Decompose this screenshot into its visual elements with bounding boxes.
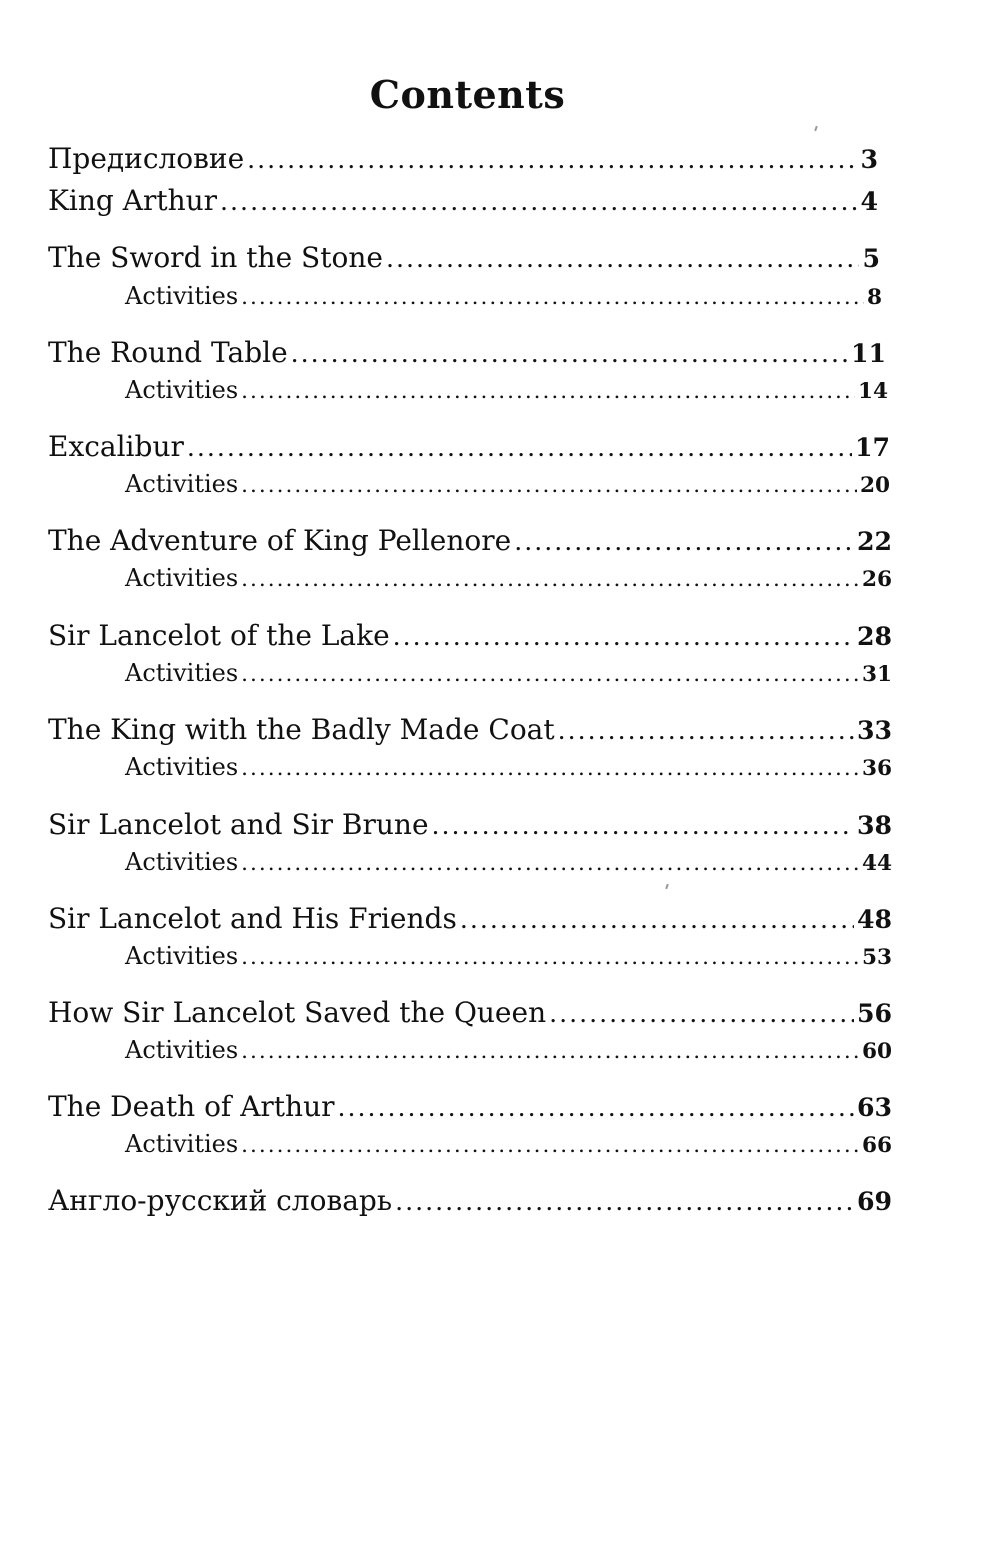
dot-leader (187, 433, 852, 462)
toc-entry-lancelot-and-brune (48, 808, 892, 848)
toc-page-number: 48 (856, 904, 892, 934)
toc-page-number: 11 (850, 338, 886, 368)
dot-leader (241, 379, 855, 404)
toc-entry-badly-made-coat (48, 713, 892, 753)
toc-entry-label: The King with the Badly Made Coat (48, 713, 555, 746)
toc-page-number: 69 (856, 1186, 892, 1216)
toc-entry-label: Предисловие (48, 142, 245, 175)
toc-entry-label: Activities (125, 942, 239, 970)
dot-leader (241, 662, 859, 687)
toc-entry-label: Excalibur (48, 430, 184, 463)
dot-leader (241, 1133, 859, 1158)
dot-leader (291, 339, 848, 368)
dot-leader (247, 145, 857, 174)
toc-page-number: 33 (856, 715, 892, 745)
toc-entry-label: Activities (125, 376, 239, 404)
dot-leader (549, 999, 854, 1028)
toc-entry-activities (125, 282, 882, 322)
dot-leader (241, 473, 857, 498)
dot-leader (395, 1187, 854, 1216)
toc-entry-activities (125, 659, 892, 699)
toc-entry-label: Activities (125, 470, 239, 498)
toc-entry-king-arthur (48, 184, 878, 224)
toc-page-number: 20 (859, 473, 890, 498)
toc-entry-label: The Round Table (48, 336, 288, 369)
print-speck (814, 126, 818, 131)
toc-entry-activities (125, 942, 892, 982)
toc-entry-sword-in-the-stone (48, 241, 880, 281)
toc-entry-saved-the-queen (48, 996, 892, 1036)
toc-entry-label: Activities (125, 1130, 239, 1158)
dot-leader (386, 244, 860, 273)
toc-page-number: 44 (861, 851, 892, 876)
toc-entry-label: The Death of Arthur (48, 1090, 335, 1123)
toc-page-number: 22 (856, 526, 892, 556)
toc-page-number: 3 (860, 144, 878, 174)
toc-entry-label: The Sword in the Stone (48, 241, 383, 274)
toc-entry-label: Sir Lancelot and Sir Brune (48, 808, 429, 841)
dot-leader (241, 1039, 859, 1064)
toc-entry-death-of-arthur (48, 1090, 892, 1130)
toc-entry-activities (125, 753, 892, 793)
toc-page-number: 26 (861, 567, 892, 592)
toc-entry-king-pellenore (48, 524, 892, 564)
page-title: Contents (369, 72, 566, 117)
toc-entry-activities (125, 848, 892, 888)
toc-page-number: 5 (862, 243, 880, 273)
toc-entry-label: King Arthur (48, 184, 218, 217)
toc-entry-dictionary (48, 1184, 892, 1224)
toc-page-number: 4 (860, 186, 878, 216)
toc-entry-label: Activities (125, 848, 239, 876)
toc-page-number: 66 (861, 1133, 892, 1158)
dot-leader (241, 851, 859, 876)
toc-page-number: 28 (856, 621, 892, 651)
toc-page-number: 53 (861, 945, 892, 970)
dot-leader (241, 756, 859, 781)
toc-page-number: 36 (861, 756, 892, 781)
toc-entry-label: Activities (125, 659, 239, 687)
toc-entry-label: How Sir Lancelot Saved the Queen (48, 996, 547, 1029)
toc-entry-label: Activities (125, 753, 239, 781)
toc-page-number: 38 (856, 810, 892, 840)
toc-page-number: 31 (861, 662, 892, 687)
dot-leader (241, 285, 864, 310)
toc-entry-activities (125, 470, 890, 510)
toc-entry-label: Sir Lancelot and His Friends (48, 902, 457, 935)
dot-leader (558, 716, 854, 745)
dot-leader (220, 187, 857, 216)
dot-leader (460, 905, 854, 934)
toc-page-number: 60 (861, 1039, 892, 1064)
toc-entry-lancelot-of-the-lake (48, 619, 892, 659)
toc-entry-label: Sir Lancelot of the Lake (48, 619, 390, 652)
toc-entry-activities (125, 376, 888, 416)
toc-page-number: 56 (856, 998, 892, 1028)
toc-page-number: 8 (866, 285, 882, 310)
dot-leader (241, 945, 859, 970)
toc-entry-label: Англо-русский словарь (48, 1184, 393, 1217)
dot-leader (432, 811, 854, 840)
toc-entry-round-table (48, 336, 886, 376)
toc-entry-label: Activities (125, 564, 239, 592)
toc-entry-label: Activities (125, 282, 239, 310)
toc-page-number: 63 (856, 1092, 892, 1122)
toc-entry-label: Activities (125, 1036, 239, 1064)
toc-page-number: 14 (857, 379, 888, 404)
dot-leader (241, 567, 859, 592)
toc-entry-label: The Adventure of King Pellenore (48, 524, 512, 557)
toc-entry-activities (125, 564, 892, 604)
dot-leader (338, 1093, 854, 1122)
toc-entry-excalibur (48, 430, 890, 470)
toc-entry-activities (125, 1036, 892, 1076)
dot-leader (514, 527, 854, 556)
toc-entry-preface (48, 142, 878, 182)
toc-page-number: 17 (854, 432, 890, 462)
toc-entry-lancelot-and-friends (48, 902, 892, 942)
toc-entry-activities (125, 1130, 892, 1170)
dot-leader (393, 622, 854, 651)
